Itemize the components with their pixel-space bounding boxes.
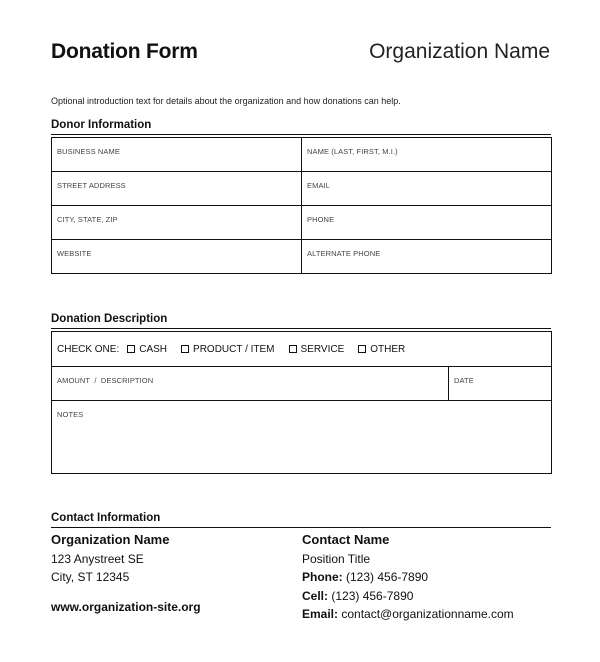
organization-contact-block bbox=[51, 531, 201, 616]
website-label: WEBSITE bbox=[57, 249, 92, 258]
email-label: EMAIL bbox=[307, 181, 331, 190]
option-service-label: SERVICE bbox=[300, 343, 345, 355]
city-state-zip-field[interactable] bbox=[52, 206, 302, 240]
amount-description-field[interactable] bbox=[52, 367, 449, 401]
check-one-row bbox=[52, 332, 552, 367]
option-other[interactable] bbox=[358, 344, 405, 355]
donor-info-rule bbox=[51, 134, 551, 135]
donation-description-table bbox=[51, 331, 552, 474]
option-product-item-label: PRODUCT / ITEM bbox=[193, 343, 275, 355]
person-contact-block bbox=[302, 531, 514, 624]
table-row bbox=[52, 240, 552, 274]
checkbox-icon[interactable] bbox=[127, 345, 135, 353]
notes-label: NOTES bbox=[57, 410, 84, 419]
check-one-group bbox=[57, 332, 546, 366]
option-service[interactable] bbox=[289, 344, 345, 355]
table-row bbox=[52, 401, 552, 474]
table-row bbox=[52, 332, 552, 367]
donor-info-table bbox=[51, 137, 552, 274]
email-label: Email: bbox=[302, 607, 339, 621]
donor-info-title: Donor Information bbox=[51, 119, 152, 131]
checkbox-icon[interactable] bbox=[358, 345, 366, 353]
checkbox-icon[interactable] bbox=[181, 345, 189, 353]
table-row bbox=[52, 367, 552, 401]
contact-cell: (123) 456-7890 bbox=[328, 588, 414, 603]
donation-description-rule bbox=[51, 328, 551, 329]
organization-name: Organization Name bbox=[51, 532, 170, 547]
option-other-label: OTHER bbox=[370, 343, 406, 355]
table-row bbox=[52, 206, 552, 240]
website-field[interactable] bbox=[52, 240, 302, 274]
date-field[interactable] bbox=[449, 367, 552, 401]
contact-phone: (123) 456-7890 bbox=[342, 570, 429, 584]
business-name-label: BUSINESS NAME bbox=[57, 147, 120, 156]
phone-label: PHONE bbox=[307, 215, 335, 224]
contact-position: Position Title bbox=[302, 551, 371, 566]
table-row bbox=[52, 172, 552, 206]
business-name-field[interactable] bbox=[52, 138, 302, 172]
name-label: NAME (LAST, FIRST, M.I.) bbox=[307, 147, 398, 156]
email-field[interactable] bbox=[302, 172, 552, 206]
form-header bbox=[51, 40, 550, 70]
city-state-zip-label: CITY, STATE, ZIP bbox=[57, 215, 118, 224]
alternate-phone-label: ALTERNATE PHONE bbox=[307, 249, 381, 258]
phone-field[interactable] bbox=[302, 206, 552, 240]
amount-description-label: AMOUNT / DESCRIPTION bbox=[57, 376, 154, 385]
contact-info-title: Contact Information bbox=[51, 512, 161, 524]
organization-city: City, ST 12345 bbox=[51, 570, 130, 584]
checkbox-icon[interactable] bbox=[289, 345, 297, 353]
contact-email[interactable]: contact@organizationname.com bbox=[338, 607, 514, 621]
contact-cell-line bbox=[302, 587, 514, 606]
contact-email-line bbox=[302, 605, 514, 624]
street-address-label: STREET ADDRESS bbox=[57, 181, 126, 190]
name-field[interactable] bbox=[302, 138, 552, 172]
form-title: Donation Form bbox=[51, 40, 198, 63]
option-cash-label: CASH bbox=[139, 343, 168, 355]
phone-label: Phone: bbox=[302, 570, 343, 584]
option-cash[interactable] bbox=[127, 344, 167, 355]
date-label: DATE bbox=[454, 376, 474, 385]
table-row bbox=[52, 138, 552, 172]
alternate-phone-field[interactable] bbox=[302, 240, 552, 274]
option-product-item[interactable] bbox=[181, 344, 274, 355]
contact-info-rule bbox=[51, 527, 551, 528]
cell-label: Cell: bbox=[302, 588, 329, 603]
contact-phone-line bbox=[302, 568, 514, 587]
contact-name: Contact Name bbox=[302, 532, 390, 547]
organization-website[interactable]: www.organization-site.org bbox=[51, 599, 201, 614]
header-organization-name: Organization Name bbox=[369, 40, 550, 63]
donation-description-title: Donation Description bbox=[51, 313, 168, 325]
organization-street: 123 Anystreet SE bbox=[51, 551, 144, 566]
street-address-field[interactable] bbox=[52, 172, 302, 206]
notes-field[interactable] bbox=[52, 401, 552, 474]
check-one-label: CHECK ONE: bbox=[57, 343, 120, 355]
intro-text: Optional introduction text for details about the organization and how donations can help. bbox=[51, 96, 401, 106]
